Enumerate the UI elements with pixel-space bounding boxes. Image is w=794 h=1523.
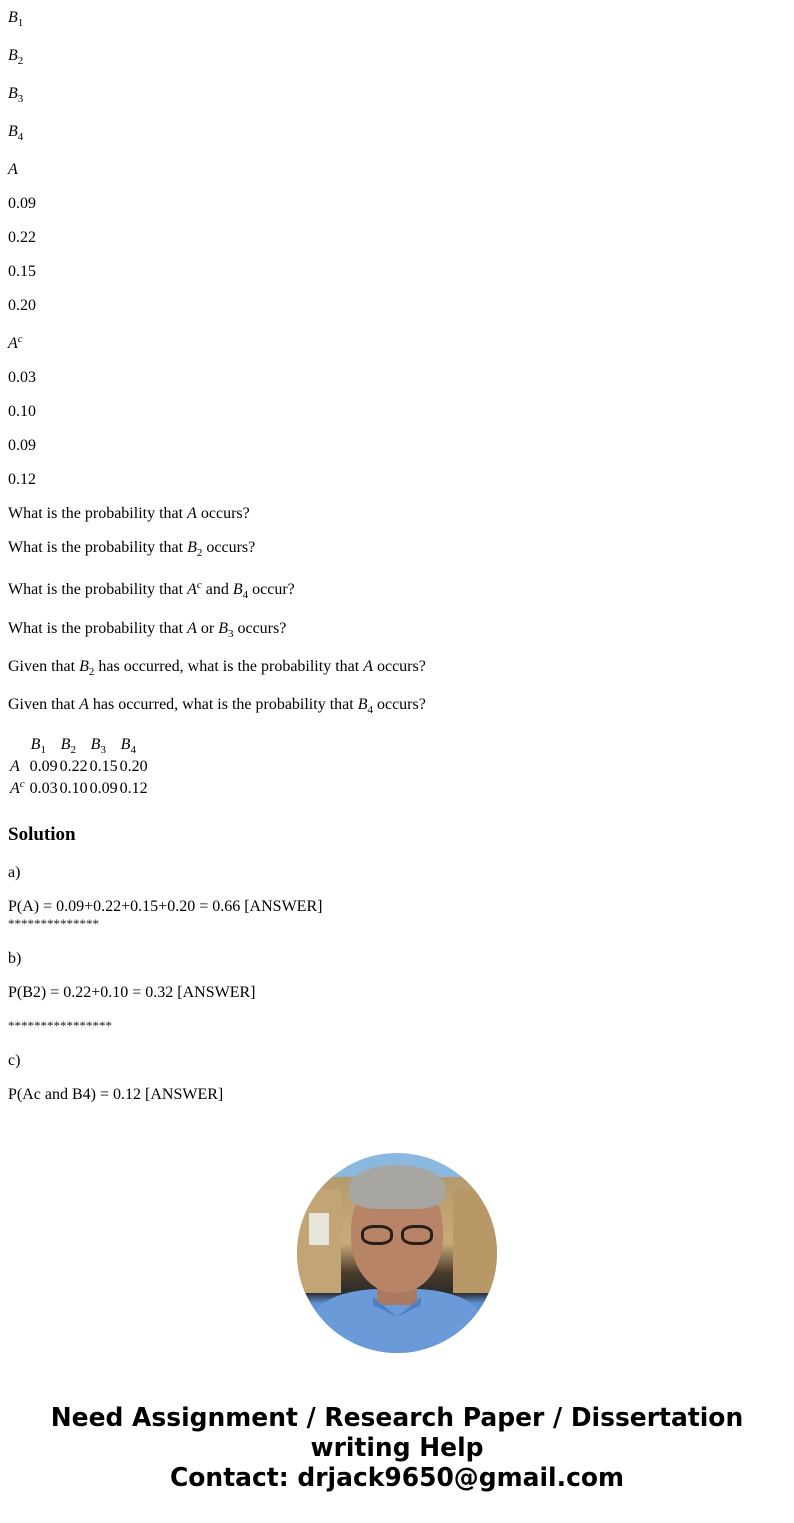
table-header-row: [8, 734, 149, 756]
text: Given that: [8, 696, 80, 713]
value-a-b4: 0.20: [8, 297, 36, 314]
subscript: 2: [70, 744, 76, 756]
promo-line-1: Need Assignment / Research Paper / Dissertation: [50, 1403, 744, 1433]
var: A: [79, 696, 89, 713]
var: B: [90, 736, 101, 753]
label-ac: [8, 335, 23, 353]
table-cell: 0.09: [29, 758, 58, 775]
text: occurs?: [372, 658, 426, 675]
col-header-b3: [89, 734, 119, 756]
label-b3: [8, 85, 23, 103]
table-cell: 0.12: [119, 780, 148, 797]
var-b: B: [8, 123, 18, 140]
label-b2: [8, 47, 23, 65]
var: B: [60, 736, 71, 753]
superscript: c: [19, 778, 25, 790]
table-cell: 0.20: [119, 758, 148, 775]
var-b: B: [8, 9, 18, 26]
var-b: B: [8, 47, 18, 64]
part-c-label: c): [8, 1052, 21, 1069]
var: A: [363, 658, 373, 675]
label-a: [8, 161, 18, 179]
corner-cell: [8, 734, 29, 756]
var: A: [187, 581, 197, 598]
text: occurs?: [233, 620, 287, 637]
var: B: [357, 696, 368, 713]
text: and: [201, 581, 233, 598]
value-ac-b1: 0.03: [8, 369, 36, 386]
subscript: 4: [17, 131, 24, 143]
var: B: [79, 658, 89, 675]
author-avatar: [297, 1153, 497, 1353]
promo-banner: [16, 1403, 778, 1493]
background-wall: [453, 1189, 497, 1293]
table-cell: 0.15: [89, 758, 118, 775]
light-switch: [309, 1213, 329, 1245]
text: What is the probability that: [8, 539, 188, 556]
text: or: [196, 620, 219, 637]
row-label-a: [8, 756, 29, 778]
row-label-ac: [8, 778, 29, 800]
superscript: c: [17, 333, 23, 345]
table-cell: 0.10: [59, 780, 88, 797]
question-3: [8, 581, 295, 599]
table-row: [8, 778, 149, 800]
part-b-label: b): [8, 950, 22, 967]
separator-b: ****************: [8, 1018, 112, 1033]
part-c-answer: P(Ac and B4) = 0.12 [ANSWER]: [8, 1086, 224, 1103]
col-header-b4: [119, 734, 149, 756]
var: B: [30, 736, 41, 753]
text: Given that: [8, 658, 80, 675]
text: occurs?: [196, 505, 250, 522]
question-4: [8, 620, 286, 638]
part-a-label: a): [8, 864, 21, 881]
subscript: 4: [242, 589, 249, 601]
label-b4: [8, 123, 23, 141]
var: A: [187, 505, 197, 522]
glasses-icon: [361, 1225, 393, 1245]
var: B: [232, 581, 243, 598]
subscript: 4: [367, 704, 373, 716]
subscript: 2: [88, 666, 95, 678]
var: B: [187, 539, 197, 556]
text: What is the probability that: [8, 505, 188, 522]
question-6: [8, 696, 426, 714]
var-a: A: [8, 335, 18, 352]
part-b-answer: P(B2) = 0.22+0.10 = 0.32 [ANSWER]: [8, 984, 256, 1001]
promo-contact: Contact: drjack9650@gmail.com: [169, 1463, 625, 1493]
value-ac-b2: 0.10: [8, 403, 36, 420]
glasses-icon: [401, 1225, 433, 1245]
superscript: c: [196, 579, 202, 591]
text: occur?: [248, 581, 295, 598]
value-a-b2: 0.22: [8, 229, 36, 246]
var: B: [218, 620, 228, 637]
separator-a: **************: [8, 916, 99, 931]
value-ac-b3: 0.09: [8, 437, 36, 454]
col-header-b1: [29, 734, 59, 756]
table-row: [8, 756, 149, 778]
subscript: 1: [40, 744, 46, 756]
subscript: 1: [17, 17, 24, 29]
var: B: [120, 736, 131, 753]
label-b1: [8, 9, 23, 27]
solution-heading: Solution: [8, 824, 76, 845]
question-5: [8, 658, 426, 676]
table-cell: 0.09: [89, 780, 118, 797]
var: A: [10, 780, 20, 797]
subscript: 3: [17, 93, 24, 105]
value-a-b3: 0.15: [8, 263, 36, 280]
text: has occurred, what is the probability that: [94, 658, 364, 675]
subscript: 3: [227, 628, 234, 640]
promo-line-2: writing Help: [310, 1433, 484, 1463]
part-a-answer: P(A) = 0.09+0.22+0.15+0.20 = 0.66 [ANSWER]: [8, 898, 323, 915]
subscript: 4: [130, 744, 136, 756]
text: has occurred, what is the probability that: [88, 696, 358, 713]
var-b: B: [8, 85, 18, 102]
var: A: [187, 620, 197, 637]
var-a: A: [8, 161, 18, 178]
text: occurs?: [202, 539, 256, 556]
value-ac-b4: 0.12: [8, 471, 36, 488]
subscript: 3: [100, 744, 106, 756]
question-1: [8, 505, 250, 523]
text: What is the probability that: [8, 620, 188, 637]
probability-table: [8, 734, 149, 800]
hair: [349, 1165, 445, 1209]
text: What is the probability that: [8, 581, 188, 598]
table-cell: 0.03: [29, 780, 58, 797]
subscript: 2: [17, 55, 24, 67]
table-cell: 0.22: [59, 758, 88, 775]
subscript: 2: [196, 547, 203, 559]
col-header-b2: [59, 734, 89, 756]
text: occurs?: [372, 696, 426, 713]
question-2: [8, 539, 255, 557]
value-a-b1: 0.09: [8, 195, 36, 212]
var: A: [10, 758, 20, 775]
